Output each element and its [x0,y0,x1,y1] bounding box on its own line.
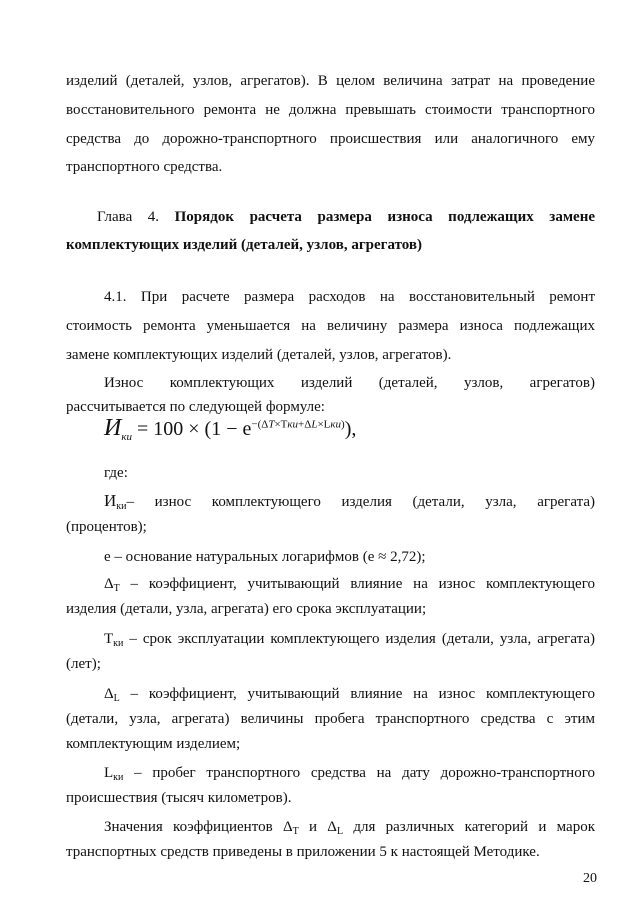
formula-exponent: −(ΔT×Tки+ΔL×Lки) [251,418,345,431]
def-dt-line-2: изделия (детали, узла, агрегата) его срока эксплуатации; [66,601,427,617]
formula-body: = 100 × (1 − e [137,418,252,440]
final-line-1: Значения коэффициентов $\Delta_T$ и $\Delta_L$ для различных категорий и марок [104,819,595,837]
section-line-5: рассчитывается по следующей формуле: [66,399,325,415]
section-line-1: 4.1. При расчете размера расходов на восстановительный ремонт [104,289,595,305]
formula-close: ), [344,418,357,440]
def-tki-line-1: $T_{ки}$ – срок эксплуатации комплектующего изделия (детали, узла, агрегата) [104,631,595,649]
section-line-3: замене комплектующих изделий (деталей, узлов, агрегатов). [66,347,452,363]
where-label: где: [104,465,128,481]
intro-line-3: средства до дорожно-транспортного происшествия или аналогичного ему [66,131,595,147]
intro-line-2: восстановительного ремонта не должна превышать стоимости транспортного [66,102,595,118]
def-iki-text: – износ комплектующего изделия (детали, узла, агрегата) [126,494,595,510]
formula-lhs-sub: ки [121,431,132,443]
def-dl-line-1: $\Delta_L$ – коэффициент, учитывающий влияние на износ комплектующего [104,686,595,704]
section-line-4: Износ комплектующих изделий (деталей, узлов, агрегатов) [104,375,595,391]
intro-line-1: изделий (деталей, узлов, агрегатов). В целом величина затрат на проведение [66,73,595,89]
page-number: 20 [583,871,597,886]
def-iki-line-1 [104,492,595,516]
formula-lhs: И [104,415,122,441]
def-iki-line-2: (процентов); [66,519,147,535]
def-dl-line-2: (детали, узла, агрегата) величины пробега транспортного средства с этим [66,711,595,727]
chapter-prefix: Глава 4. [97,209,160,225]
chapter-title-part-1: Порядок расчета размера износа подлежащих замене [174,209,596,225]
def-lki-line-1: $L_{ки}$ – пробег транспортного средства на дату дорожно-транспортного [104,765,595,783]
chapter-heading-line-2: комплектующих изделий (деталей, узлов, агрегатов) [66,237,422,253]
def-iki-symbol: $И_{ки}$ [104,491,127,512]
wear-formula [104,415,356,443]
section-line-2: стоимость ремонта уменьшается на величину размера износа подлежащих [66,318,595,334]
def-dl-line-3: комплектующим изделием; [66,736,241,752]
def-tki-line-2: (лет); [66,656,101,672]
intro-line-4: транспортного средства. [66,159,223,175]
def-dt-line-1: $\Delta_T$ – коэффициент, учитывающий влияние на износ комплектующего [104,576,595,594]
def-lki-line-2: происшествия (тысяч километров). [66,790,292,806]
chapter-heading-line-1 [97,208,595,226]
def-e-line: е – основание натуральных логарифмов (е ≈ 2,72); [104,549,426,565]
final-line-2: транспортных средств приведены в приложении 5 к настоящей Методике. [66,844,540,860]
